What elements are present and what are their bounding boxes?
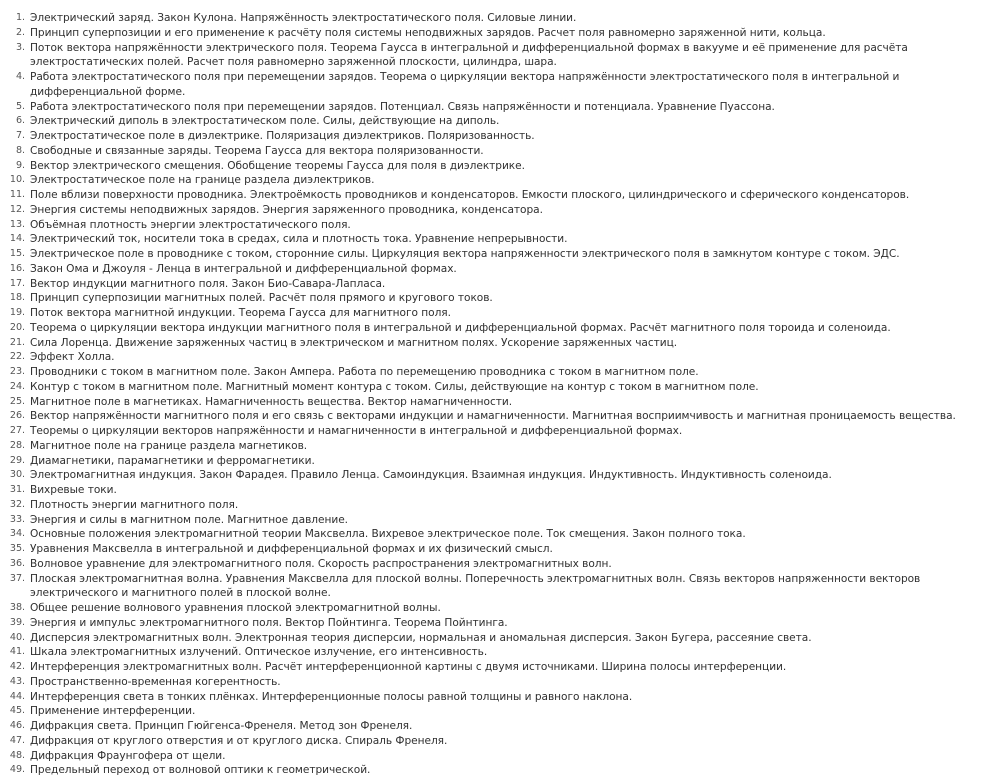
topic-number: 20. <box>9 321 25 333</box>
topic-number: 49. <box>9 764 25 776</box>
topic-item <box>0 321 994 336</box>
topic-text: Дифракция Фраунгофера от щели. <box>30 749 226 762</box>
topic-text: Эффект Холла. <box>30 351 115 364</box>
topic-number: 4. <box>15 71 25 82</box>
topic-item <box>0 114 994 129</box>
topic-number: 11. <box>9 189 25 200</box>
topic-text: Электрический заряд. Закон Кулона. Напряжённость электростатического поля. Силовые линии. <box>30 12 577 24</box>
topic-number: 13. <box>9 218 25 230</box>
topic-number: 27. <box>9 425 25 436</box>
topic-number: 17. <box>9 277 25 289</box>
topic-number: 40. <box>9 631 25 643</box>
topic-item <box>0 232 994 247</box>
topic-text: Теоремы о циркуляции векторов напряжённости и намагниченности в интегральной и дифференциальной формах. <box>30 425 683 437</box>
topic-item <box>0 719 994 734</box>
topic-number: 39. <box>9 616 25 628</box>
topic-number: 38. <box>9 602 25 613</box>
topic-number: 29. <box>9 454 25 466</box>
topic-item <box>0 144 994 159</box>
topic-text: Закон Ома и Джоуля - Ленца в интегральной и дифференциальной формах. <box>30 262 457 275</box>
topic-number: 41. <box>9 646 25 658</box>
topic-text: Вектор напряжённости магнитного поля и его связь с векторами индукции и намагниченности. Магнитная восприимчивость и магнитная проницаемость вещества. <box>30 410 956 423</box>
topic-item <box>0 690 994 705</box>
topic-text: Предельный переход от волновой оптики к геометрической. <box>30 764 371 777</box>
topic-number: 5. <box>15 100 25 112</box>
topic-text: Электростатическое поле на границе раздела диэлектриков. <box>30 174 375 187</box>
topic-number: 34. <box>9 528 25 540</box>
topic-number: 16. <box>9 262 25 274</box>
topic-number: 3. <box>15 41 25 53</box>
topic-number: 36. <box>9 557 25 569</box>
topic-item <box>0 513 994 528</box>
topic-text: Применение интерференции. <box>30 705 196 718</box>
topic-text: Проводники с током в магнитном поле. Закон Ампера. Работа по перемещению проводника с током в магнитном поле. <box>30 366 699 378</box>
topic-text: Принцип суперпозиции и его применение к расчёту поля системы неподвижных зарядов. Расчет поля равномерно заряженной нити, кольца. <box>30 26 826 39</box>
topic-item <box>0 291 994 306</box>
topic-item <box>0 188 994 203</box>
topic-number: 14. <box>9 233 25 245</box>
topic-text: Энергия и импульс электромагнитного поля. Вектор Пойнтинга. Теорема Пойнтинга. <box>30 616 508 629</box>
topic-item <box>0 306 994 321</box>
topic-text: Поток вектора магнитной индукции. Теорема Гаусса для магнитного поля. <box>30 307 451 319</box>
topic-item <box>0 11 994 26</box>
topic-text: Сила Лоренца. Движение заряженных частиц в электрическом и магнитном полях. Ускорение заряженных частиц. <box>30 336 678 349</box>
topic-number: 10. <box>9 174 25 186</box>
topic-text: Теорема о циркуляции вектора индукции магнитного поля в интегральной и дифференциальной формах. Расчёт магнитного поля тороида и соленоида. <box>30 321 891 334</box>
topics-list <box>0 11 994 778</box>
topic-text: Пространственно-временная когерентность. <box>30 675 281 688</box>
topic-number: 28. <box>9 439 25 451</box>
topic-text: Электрический ток, носители тока в средах, сила и плотность тока. Уравнение непрерывности. <box>30 233 568 246</box>
topic-number: 2. <box>15 26 25 38</box>
topic-text: Основные положения электромагнитной теории Максвелла. Вихревое электрическое поле. Ток смещения. Закон полного тока. <box>30 528 746 541</box>
topic-text: Электростатическое поле в диэлектрике. Поляризация диэлектриков. Поляризованность. <box>30 130 535 142</box>
topic-number: 7. <box>15 130 25 141</box>
topic-item <box>0 468 994 483</box>
topic-number: 32. <box>9 498 25 510</box>
topic-item <box>0 616 994 631</box>
topic-number: 26. <box>9 410 25 422</box>
topic-number: 45. <box>9 705 25 717</box>
topic-number: 25. <box>9 395 25 407</box>
topic-item <box>0 203 994 218</box>
topic-number: 23. <box>9 366 25 377</box>
topic-number: 1. <box>15 12 25 23</box>
topic-item <box>0 454 994 469</box>
topic-text: Интерференция электромагнитных волн. Расчёт интерференционной картины с двумя источниками. Ширина полосы интерференции. <box>30 661 787 673</box>
topic-text: Интерференция света в тонких плёнках. Интерференционные полосы равной толщины и равного наклона. <box>30 690 633 703</box>
topic-text: Работа электростатического поля при перемещении зарядов. Потенциал. Связь напряжённости и потенциала. Уравнение Пуассона. <box>30 100 775 113</box>
topic-number: 18. <box>9 292 25 304</box>
topic-text: Электрическое поле в проводнике с током, сторонние силы. Циркуляция вектора напряженности электрического поля в замкнутом контуре с током. ЭДС. <box>30 248 900 260</box>
topic-item <box>0 424 994 439</box>
topic-item <box>0 660 994 675</box>
topic-text: Уравнения Максвелла в интегральной и дифференциальной формах и их физический смысл. <box>30 543 553 555</box>
topic-text: Электромагнитная индукция. Закон Фарадея. Правило Ленца. Самоиндукция. Взаимная индукция. Индуктивность. Индуктивность соленоида. <box>30 469 832 482</box>
topic-number: 12. <box>9 203 25 215</box>
topic-text: Контур с током в магнитном поле. Магнитный момент контура с током. Силы, действующие на контур с током в магнитном поле. <box>30 380 759 393</box>
topic-item <box>0 542 994 557</box>
topic-item <box>0 247 994 262</box>
topic-number: 37. <box>9 572 25 584</box>
topic-text: Плотность энергии магнитного поля. <box>30 498 239 511</box>
topic-text: Принцип суперпозиции магнитных полей. Расчёт поля прямого и кругового токов. <box>30 292 493 305</box>
topic-item <box>0 439 994 454</box>
topic-text: Электрический диполь в электростатическом поле. Силы, действующие на диполь. <box>30 115 500 128</box>
topic-item <box>0 218 994 233</box>
topic-item <box>0 100 994 115</box>
topic-number: 15. <box>9 248 25 259</box>
topic-text: Поток вектора напряжённости электрического поля. Теорема Гаусса в интегральной и дифференциальной формах в вакууме и её применение для расчёта электростатических полей. Расчет поля равномерно заряженной плоскости, цилиндра, шара. <box>30 41 908 69</box>
topic-number: 22. <box>9 351 25 363</box>
topic-item <box>0 26 994 41</box>
topic-text: Вектор индукции магнитного поля. Закон Био-Савара-Лапласа. <box>30 277 386 290</box>
topic-text: Вектор электрического смещения. Обобщение теоремы Гаусса для поля в диэлектрике. <box>30 159 525 172</box>
topic-number: 6. <box>15 115 25 127</box>
topic-number: 30. <box>9 469 25 481</box>
topic-text: Энергия и силы в магнитном поле. Магнитное давление. <box>30 513 348 526</box>
topic-item <box>0 601 994 616</box>
topic-number: 33. <box>9 513 25 525</box>
topic-text: Магнитное поле в магнетиках. Намагниченность вещества. Вектор намагниченности. <box>30 395 513 408</box>
topic-item <box>0 572 994 602</box>
topic-number: 42. <box>9 661 25 672</box>
topic-number: 19. <box>9 307 25 318</box>
topic-text: Дисперсия электромагнитных волн. Электронная теория дисперсии, нормальная и аномальная дисперсия. Закон Бугера, рассеяние света. <box>30 631 812 644</box>
topic-item <box>0 365 994 380</box>
topic-text: Диамагнетики, парамагнетики и ферромагнетики. <box>30 454 315 467</box>
topic-number: 35. <box>9 543 25 554</box>
topic-number: 47. <box>9 734 25 746</box>
topic-item <box>0 557 994 572</box>
topic-item <box>0 277 994 292</box>
topic-item <box>0 41 994 71</box>
topic-item <box>0 734 994 749</box>
topic-item <box>0 395 994 410</box>
topic-text: Шкала электромагнитных излучений. Оптическое излучение, его интенсивность. <box>30 646 488 659</box>
topic-item <box>0 159 994 174</box>
topic-item <box>0 262 994 277</box>
topic-number: 24. <box>9 380 25 392</box>
topic-item <box>0 70 994 100</box>
topic-item <box>0 645 994 660</box>
topic-text: Вихревые токи. <box>30 484 117 496</box>
topic-item <box>0 675 994 690</box>
topic-text: Поле вблизи поверхности проводника. Электроёмкость проводников и конденсаторов. Емкости плоского, цилиндрического и сферического конденсаторов. <box>30 189 910 201</box>
topic-text: Свободные и связанные заряды. Теорема Гаусса для вектора поляризованности. <box>30 144 484 157</box>
topic-number: 8. <box>15 144 25 156</box>
topic-number: 9. <box>15 159 25 171</box>
topic-text: Энергия системы неподвижных зарядов. Энергия заряженного проводника, конденсатора. <box>30 203 543 216</box>
topic-text: Магнитное поле на границе раздела магнетиков. <box>30 439 308 452</box>
topic-item <box>0 527 994 542</box>
topic-text: Волновое уравнение для электромагнитного поля. Скорость распространения электромагнитных волн. <box>30 557 612 570</box>
topic-number: 43. <box>9 675 25 687</box>
topic-item <box>0 749 994 764</box>
topic-text: Плоская электромагнитная волна. Уравнения Максвелла для плоской волны. Поперечность электромагнитных волн. Связь векторов напряженности векторов электрического и магнитного полей в плоской волне. <box>30 572 921 600</box>
topic-item <box>0 129 994 144</box>
topic-item <box>0 483 994 498</box>
topic-item <box>0 380 994 395</box>
topic-item <box>0 763 994 778</box>
topic-item <box>0 350 994 365</box>
topic-text: Дифракция от круглого отверстия и от круглого диска. Спираль Френеля. <box>30 734 448 747</box>
topic-item <box>0 409 994 424</box>
topic-item <box>0 631 994 646</box>
topic-item <box>0 336 994 351</box>
topic-item <box>0 173 994 188</box>
topic-text: Общее решение волнового уравнения плоской электромагнитной волны. <box>30 602 441 614</box>
topic-number: 46. <box>9 720 25 731</box>
topic-text: Дифракция света. Принцип Гюйгенса-Френеля. Метод зон Френеля. <box>30 720 413 732</box>
topic-number: 21. <box>9 336 25 348</box>
topic-number: 48. <box>9 749 25 761</box>
topic-number: 31. <box>9 484 25 495</box>
topic-item <box>0 498 994 513</box>
topic-text: Объёмная плотность энергии электростатического поля. <box>30 218 351 231</box>
topic-text: Работа электростатического поля при перемещении зарядов. Теорема о циркуляции вектора напряжённости электростатического поля в интегральной и дифференциальной форме. <box>30 71 900 98</box>
topic-item <box>0 704 994 719</box>
topic-number: 44. <box>9 690 25 702</box>
